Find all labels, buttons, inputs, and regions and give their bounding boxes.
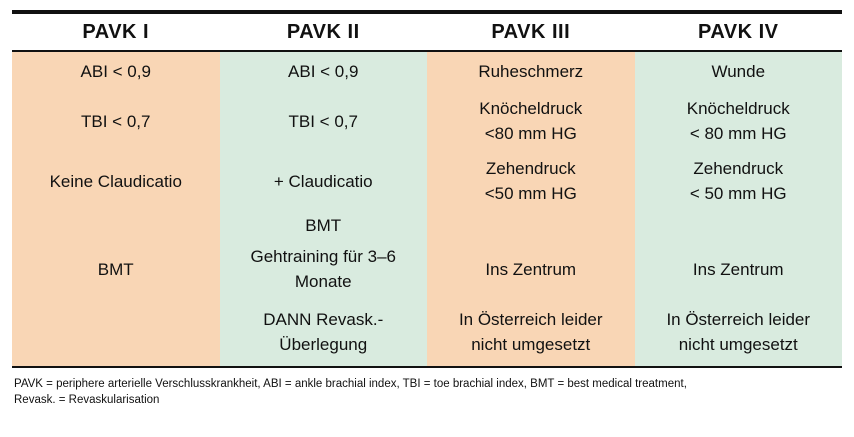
table-row: [12, 51, 842, 91]
cell-r4-c0: BMT: [12, 240, 220, 299]
cell-r4-c2: Ins Zentrum: [427, 240, 635, 299]
cell-r2-c1: + Claudicatio: [220, 152, 428, 211]
cell-r1-c0: TBI < 0,7: [12, 91, 220, 152]
cell-r3-c3: [635, 211, 843, 240]
cell-r0-c1: ABI < 0,9: [220, 51, 428, 91]
table-row: [12, 240, 842, 299]
cell-r2-c0: Keine Claudicatio: [12, 152, 220, 211]
cell-r4-c3: Ins Zentrum: [635, 240, 843, 299]
bottom-rule: [12, 366, 842, 368]
header-pavk-2: PAVK II: [220, 14, 428, 51]
pavk-table: [12, 14, 842, 366]
table-body: [12, 51, 842, 366]
cell-r5-c0: [12, 299, 220, 366]
table-row: [12, 91, 842, 152]
header-row: [12, 14, 842, 51]
cell-r3-c1: BMT: [220, 211, 428, 240]
cell-r1-c1: TBI < 0,7: [220, 91, 428, 152]
table-row: [12, 152, 842, 211]
cell-r1-c2: Knöcheldruck <80 mm HG: [427, 91, 635, 152]
header-pavk-3: PAVK III: [427, 14, 635, 51]
footnote-line-2: Revask. = Revaskularisation: [14, 394, 160, 406]
footnote: [14, 376, 840, 408]
cell-r0-c3: Wunde: [635, 51, 843, 91]
table-row: [12, 299, 842, 366]
cell-r5-c3: In Österreich leider nicht umgesetzt: [635, 299, 843, 366]
cell-r1-c3: Knöcheldruck < 80 mm HG: [635, 91, 843, 152]
cell-r2-c3: Zehendruck < 50 mm HG: [635, 152, 843, 211]
cell-r3-c2: [427, 211, 635, 240]
header-pavk-1: PAVK I: [12, 14, 220, 51]
cell-r5-c2: In Österreich leider nicht umgesetzt: [427, 299, 635, 366]
table-row: [12, 211, 842, 240]
footnote-line-1: PAVK = periphere arterielle Verschlusskrankheit, ABI = ankle brachial index, TBI = toe brachial index, BMT = best medical treatment,: [14, 378, 687, 390]
cell-r0-c0: ABI < 0,9: [12, 51, 220, 91]
cell-r2-c2: Zehendruck <50 mm HG: [427, 152, 635, 211]
cell-r3-c0: [12, 211, 220, 240]
cell-r4-c1: Gehtraining für 3–6 Monate: [220, 240, 428, 299]
header-pavk-4: PAVK IV: [635, 14, 843, 51]
cell-r5-c1: DANN Revask.- Überlegung: [220, 299, 428, 366]
cell-r0-c2: Ruheschmerz: [427, 51, 635, 91]
